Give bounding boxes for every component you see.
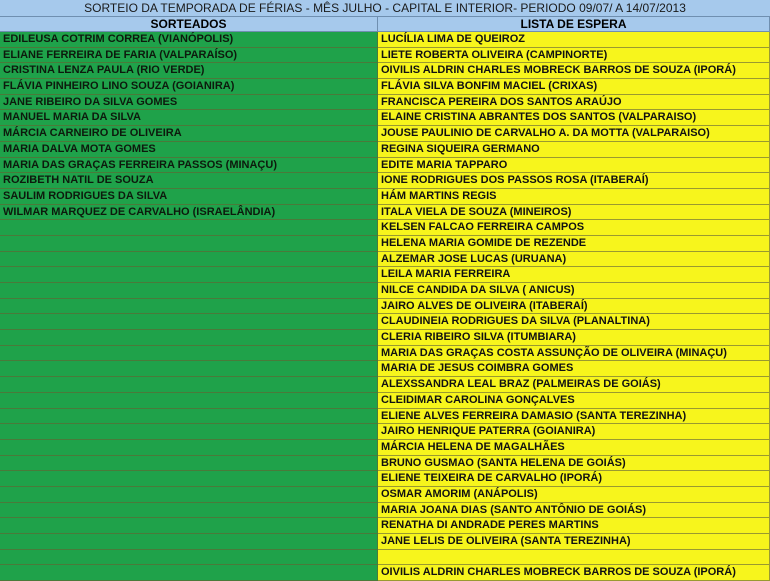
cell-lista-espera[interactable]: ALEXSSANDRA LEAL BRAZ (PALMEIRAS DE GOIÁS) — [378, 377, 770, 393]
cell-lista-espera[interactable]: JAIRO HENRIQUE PATERRA (GOIANIRA) — [378, 424, 770, 440]
cell-sorteado[interactable]: FLÁVIA PINHEIRO LINO SOUZA (GOIANIRA) — [0, 79, 378, 95]
table-row — [0, 283, 770, 299]
cell-lista-espera[interactable]: ELIENE ALVES FERREIRA DAMASIO (SANTA TEREZINHA) — [378, 409, 770, 425]
cell-lista-espera[interactable]: HÁM MARTINS REGIS — [378, 189, 770, 205]
cell-sorteado[interactable] — [0, 487, 378, 503]
cell-sorteado[interactable] — [0, 424, 378, 440]
header-lista-espera[interactable]: LISTA DE ESPERA — [378, 17, 770, 32]
cell-lista-espera[interactable]: MARIA DAS GRAÇAS COSTA ASSUNÇÃO DE OLIVEIRA (MINAÇU) — [378, 346, 770, 362]
table-row — [0, 565, 770, 581]
cell-lista-espera[interactable]: REGINA SIQUEIRA GERMANO — [378, 142, 770, 158]
cell-lista-espera[interactable]: ELIENE TEIXEIRA DE CARVALHO (IPORÁ) — [378, 471, 770, 487]
cell-sorteado[interactable] — [0, 267, 378, 283]
cell-lista-espera[interactable]: JANE LELIS DE OLIVEIRA (SANTA TEREZINHA) — [378, 534, 770, 550]
table-row — [0, 314, 770, 330]
cell-lista-espera[interactable]: JOUSE PAULINIO DE CARVALHO A. DA MOTTA (VALPARAISO) — [378, 126, 770, 142]
table-row — [0, 377, 770, 393]
table-row — [0, 126, 770, 142]
cell-sorteado[interactable]: MÁRCIA CARNEIRO DE OLIVEIRA — [0, 126, 378, 142]
table-row — [0, 236, 770, 252]
cell-sorteado[interactable] — [0, 346, 378, 362]
table-row — [0, 487, 770, 503]
cell-lista-espera[interactable]: KELSEN FALCAO FERREIRA CAMPOS — [378, 220, 770, 236]
table-body — [0, 32, 770, 581]
table-row — [0, 330, 770, 346]
table-row — [0, 267, 770, 283]
cell-sorteado[interactable] — [0, 518, 378, 534]
cell-lista-espera[interactable]: MARIA DE JESUS COIMBRA GOMES — [378, 361, 770, 377]
cell-sorteado[interactable]: EDILEUSA COTRIM CORREA (VIANÓPOLIS) — [0, 32, 378, 48]
header-sorteados[interactable]: SORTEADOS — [0, 17, 378, 32]
table-row — [0, 299, 770, 315]
header-row — [0, 17, 770, 32]
table-row — [0, 158, 770, 174]
cell-sorteado[interactable] — [0, 314, 378, 330]
table-row — [0, 503, 770, 519]
table-row — [0, 346, 770, 362]
cell-lista-espera[interactable]: MARIA JOANA DIAS (SANTO ANTÔNIO DE GOIÁS) — [378, 503, 770, 519]
cell-sorteado[interactable]: ELIANE FERREIRA DE FARIA (VALPARAÍSO) — [0, 48, 378, 64]
cell-lista-espera[interactable]: RENATHA DI ANDRADE PERES MARTINS — [378, 518, 770, 534]
cell-lista-espera[interactable]: FLÁVIA SILVA BONFIM MACIEL (CRIXAS) — [378, 79, 770, 95]
cell-lista-espera[interactable]: LEILA MARIA FERREIRA — [378, 267, 770, 283]
cell-lista-espera[interactable]: MÁRCIA HELENA DE MAGALHÃES — [378, 440, 770, 456]
cell-lista-espera[interactable]: LIETE ROBERTA OLIVEIRA (CAMPINORTE) — [378, 48, 770, 64]
table-row — [0, 173, 770, 189]
cell-lista-espera[interactable]: CLAUDINEIA RODRIGUES DA SILVA (PLANALTINA) — [378, 314, 770, 330]
cell-sorteado[interactable] — [0, 456, 378, 472]
table-row — [0, 48, 770, 64]
table-row — [0, 534, 770, 550]
table-row — [0, 440, 770, 456]
cell-lista-espera[interactable]: OIVILIS ALDRIN CHARLES MOBRECK BARROS DE SOUZA (IPORÁ) — [378, 565, 770, 581]
cell-lista-espera[interactable]: EDITE MARIA TAPPARO — [378, 158, 770, 174]
table-row — [0, 456, 770, 472]
table-row — [0, 79, 770, 95]
cell-lista-espera[interactable]: OIVILIS ALDRIN CHARLES MOBRECK BARROS DE SOUZA (IPORÁ) — [378, 63, 770, 79]
table-row — [0, 142, 770, 158]
table-row — [0, 205, 770, 221]
cell-lista-espera[interactable]: IONE RODRIGUES DOS PASSOS ROSA (ITABERAÍ) — [378, 173, 770, 189]
cell-sorteado[interactable] — [0, 252, 378, 268]
table-row — [0, 110, 770, 126]
cell-sorteado[interactable]: JANE RIBEIRO DA SILVA GOMES — [0, 95, 378, 111]
cell-sorteado[interactable] — [0, 330, 378, 346]
table-row — [0, 361, 770, 377]
cell-sorteado[interactable]: MARIA DALVA MOTA GOMES — [0, 142, 378, 158]
cell-sorteado[interactable] — [0, 565, 378, 581]
cell-lista-espera[interactable]: HELENA MARIA GOMIDE DE REZENDE — [378, 236, 770, 252]
cell-sorteado[interactable]: ROZIBETH NATIL DE SOUZA — [0, 173, 378, 189]
cell-sorteado[interactable] — [0, 534, 378, 550]
cell-lista-espera[interactable]: CLEIDIMAR CAROLINA GONÇALVES — [378, 393, 770, 409]
cell-sorteado[interactable] — [0, 471, 378, 487]
table-row — [0, 393, 770, 409]
cell-lista-espera[interactable]: ALZEMAR JOSE LUCAS (URUANA) — [378, 252, 770, 268]
table-row — [0, 424, 770, 440]
cell-sorteado[interactable]: MARIA DAS GRAÇAS FERREIRA PASSOS (MINAÇU) — [0, 158, 378, 174]
cell-sorteado[interactable] — [0, 236, 378, 252]
table-row — [0, 220, 770, 236]
cell-sorteado[interactable] — [0, 393, 378, 409]
cell-sorteado[interactable]: CRISTINA LENZA PAULA (RIO VERDE) — [0, 63, 378, 79]
cell-sorteado[interactable] — [0, 503, 378, 519]
cell-sorteado[interactable] — [0, 377, 378, 393]
cell-sorteado[interactable] — [0, 361, 378, 377]
cell-lista-espera[interactable]: JAIRO ALVES DE OLIVEIRA (ITABERAÍ) — [378, 299, 770, 315]
table-row — [0, 252, 770, 268]
table-row — [0, 95, 770, 111]
table-row — [0, 63, 770, 79]
sheet-title: SORTEIO DA TEMPORADA DE FÉRIAS - MÊS JULHO - CAPITAL E INTERIOR- PERIODO 09/07/ A 14/07/2013 — [0, 0, 770, 17]
cell-sorteado[interactable]: MANUEL MARIA DA SILVA — [0, 110, 378, 126]
cell-lista-espera[interactable]: OSMAR AMORIM (ANÁPOLIS) — [378, 487, 770, 503]
cell-lista-espera[interactable]: CLERIA RIBEIRO SILVA (ITUMBIARA) — [378, 330, 770, 346]
table-row — [0, 189, 770, 205]
cell-sorteado[interactable]: WILMAR MARQUEZ DE CARVALHO (ISRAELÂNDIA) — [0, 205, 378, 221]
cell-sorteado[interactable] — [0, 409, 378, 425]
cell-lista-espera[interactable]: ELAINE CRISTINA ABRANTES DOS SANTOS (VALPARAISO) — [378, 110, 770, 126]
cell-sorteado[interactable] — [0, 220, 378, 236]
cell-lista-espera[interactable]: LUCÍLIA LIMA DE QUEIROZ — [378, 32, 770, 48]
cell-lista-espera[interactable]: NILCE CANDIDA DA SILVA ( ANICUS) — [378, 283, 770, 299]
cell-lista-espera[interactable]: ITALA VIELA DE SOUZA (MINEIROS) — [378, 205, 770, 221]
cell-sorteado[interactable] — [0, 440, 378, 456]
table-row — [0, 32, 770, 48]
cell-sorteado[interactable] — [0, 550, 378, 566]
cell-lista-espera[interactable]: BRUNO GUSMAO (SANTA HELENA DE GOIÁS) — [378, 456, 770, 472]
cell-sorteado[interactable] — [0, 283, 378, 299]
table-row — [0, 550, 770, 566]
table-row — [0, 409, 770, 425]
table-row — [0, 518, 770, 534]
table-row — [0, 471, 770, 487]
cell-lista-espera[interactable] — [378, 550, 770, 566]
cell-lista-espera[interactable]: FRANCISCA PEREIRA DOS SANTOS ARAÚJO — [378, 95, 770, 111]
cell-sorteado[interactable] — [0, 299, 378, 315]
cell-sorteado[interactable]: SAULIM RODRIGUES DA SILVA — [0, 189, 378, 205]
